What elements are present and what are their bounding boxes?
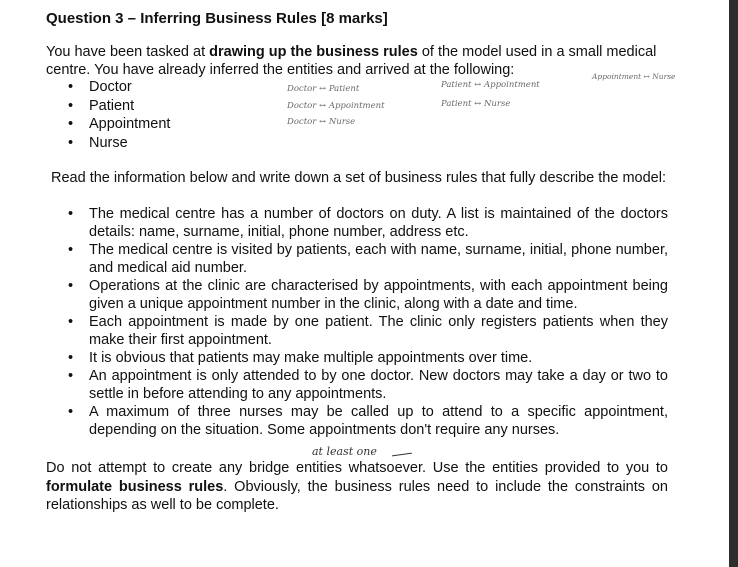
closing-paragraph (46, 459, 668, 515)
rule-item: • Operations at the clinic are characterised by appointments, with each appointment being given a unique appointment number in the clinic, along with a date and time. (68, 277, 668, 313)
question-title: Question 3 – Inferring Business Rules [8 marks] (46, 10, 388, 27)
handwritten-note: Doctor ↔ Nurse (287, 117, 356, 127)
handwritten-note: Doctor ↔ Patient (287, 84, 360, 94)
intro-text-2: of the model used in a small medical centre. You have already inferred the entities and arrived at the following: (46, 44, 657, 78)
rule-item: • The medical centre is visited by patients, each with name, surname, initial, phone number, and medical aid number. (68, 241, 668, 277)
rule-item: • A maximum of three nurses may be called up to attend to a specific appointment, depending on the situation. Some appointments don't require any nurses. (68, 403, 668, 439)
window-edge (729, 0, 738, 567)
entity-item: • Nurse (68, 134, 170, 153)
entity-item: • Doctor (68, 78, 170, 97)
handwritten-note: Patient ↔ Appointment (441, 80, 540, 90)
entity-list (68, 78, 170, 152)
handwritten-at-least: at least one (312, 445, 377, 458)
closing-text-1: Do not attempt to create any bridge entities whatsoever. Use the entities provided to you to (46, 460, 668, 476)
closing-bold: formulate business rules (46, 478, 224, 495)
intro-text-1: You have been tasked at (46, 44, 210, 60)
entity-item: • Appointment (68, 115, 170, 134)
rule-item: • It is obvious that patients may make multiple appointments over time. (68, 349, 668, 367)
handwritten-underline (392, 453, 412, 457)
closing-text-2: . Obviously, the business rules need to include the constraints on relationships as well to be complete. (46, 478, 668, 513)
rule-item: • Each appointment is made by one patient. The clinic only registers patients when they make their first appointment. (68, 313, 668, 349)
entity-item: • Patient (68, 97, 170, 116)
rule-item: • An appointment is only attended to by one doctor. New doctors may take a day or two to settle in before attending to any appointments. (68, 367, 668, 403)
rules-list (68, 205, 668, 439)
intro-bold: drawing up the business rules (209, 44, 418, 60)
read-instruction: Read the information below and write down a set of business rules that fully describe the model: (51, 170, 666, 186)
handwritten-note: Patient ↔ Nurse (441, 99, 511, 109)
rule-item: • The medical centre has a number of doctors on duty. A list is maintained of the doctors details: name, surname, initial, phone number, address etc. (68, 205, 668, 241)
handwritten-note: Doctor ↔ Appointment (287, 101, 385, 111)
handwritten-note: Appointment ↔ Nurse (592, 72, 676, 81)
intro-paragraph (46, 43, 686, 79)
